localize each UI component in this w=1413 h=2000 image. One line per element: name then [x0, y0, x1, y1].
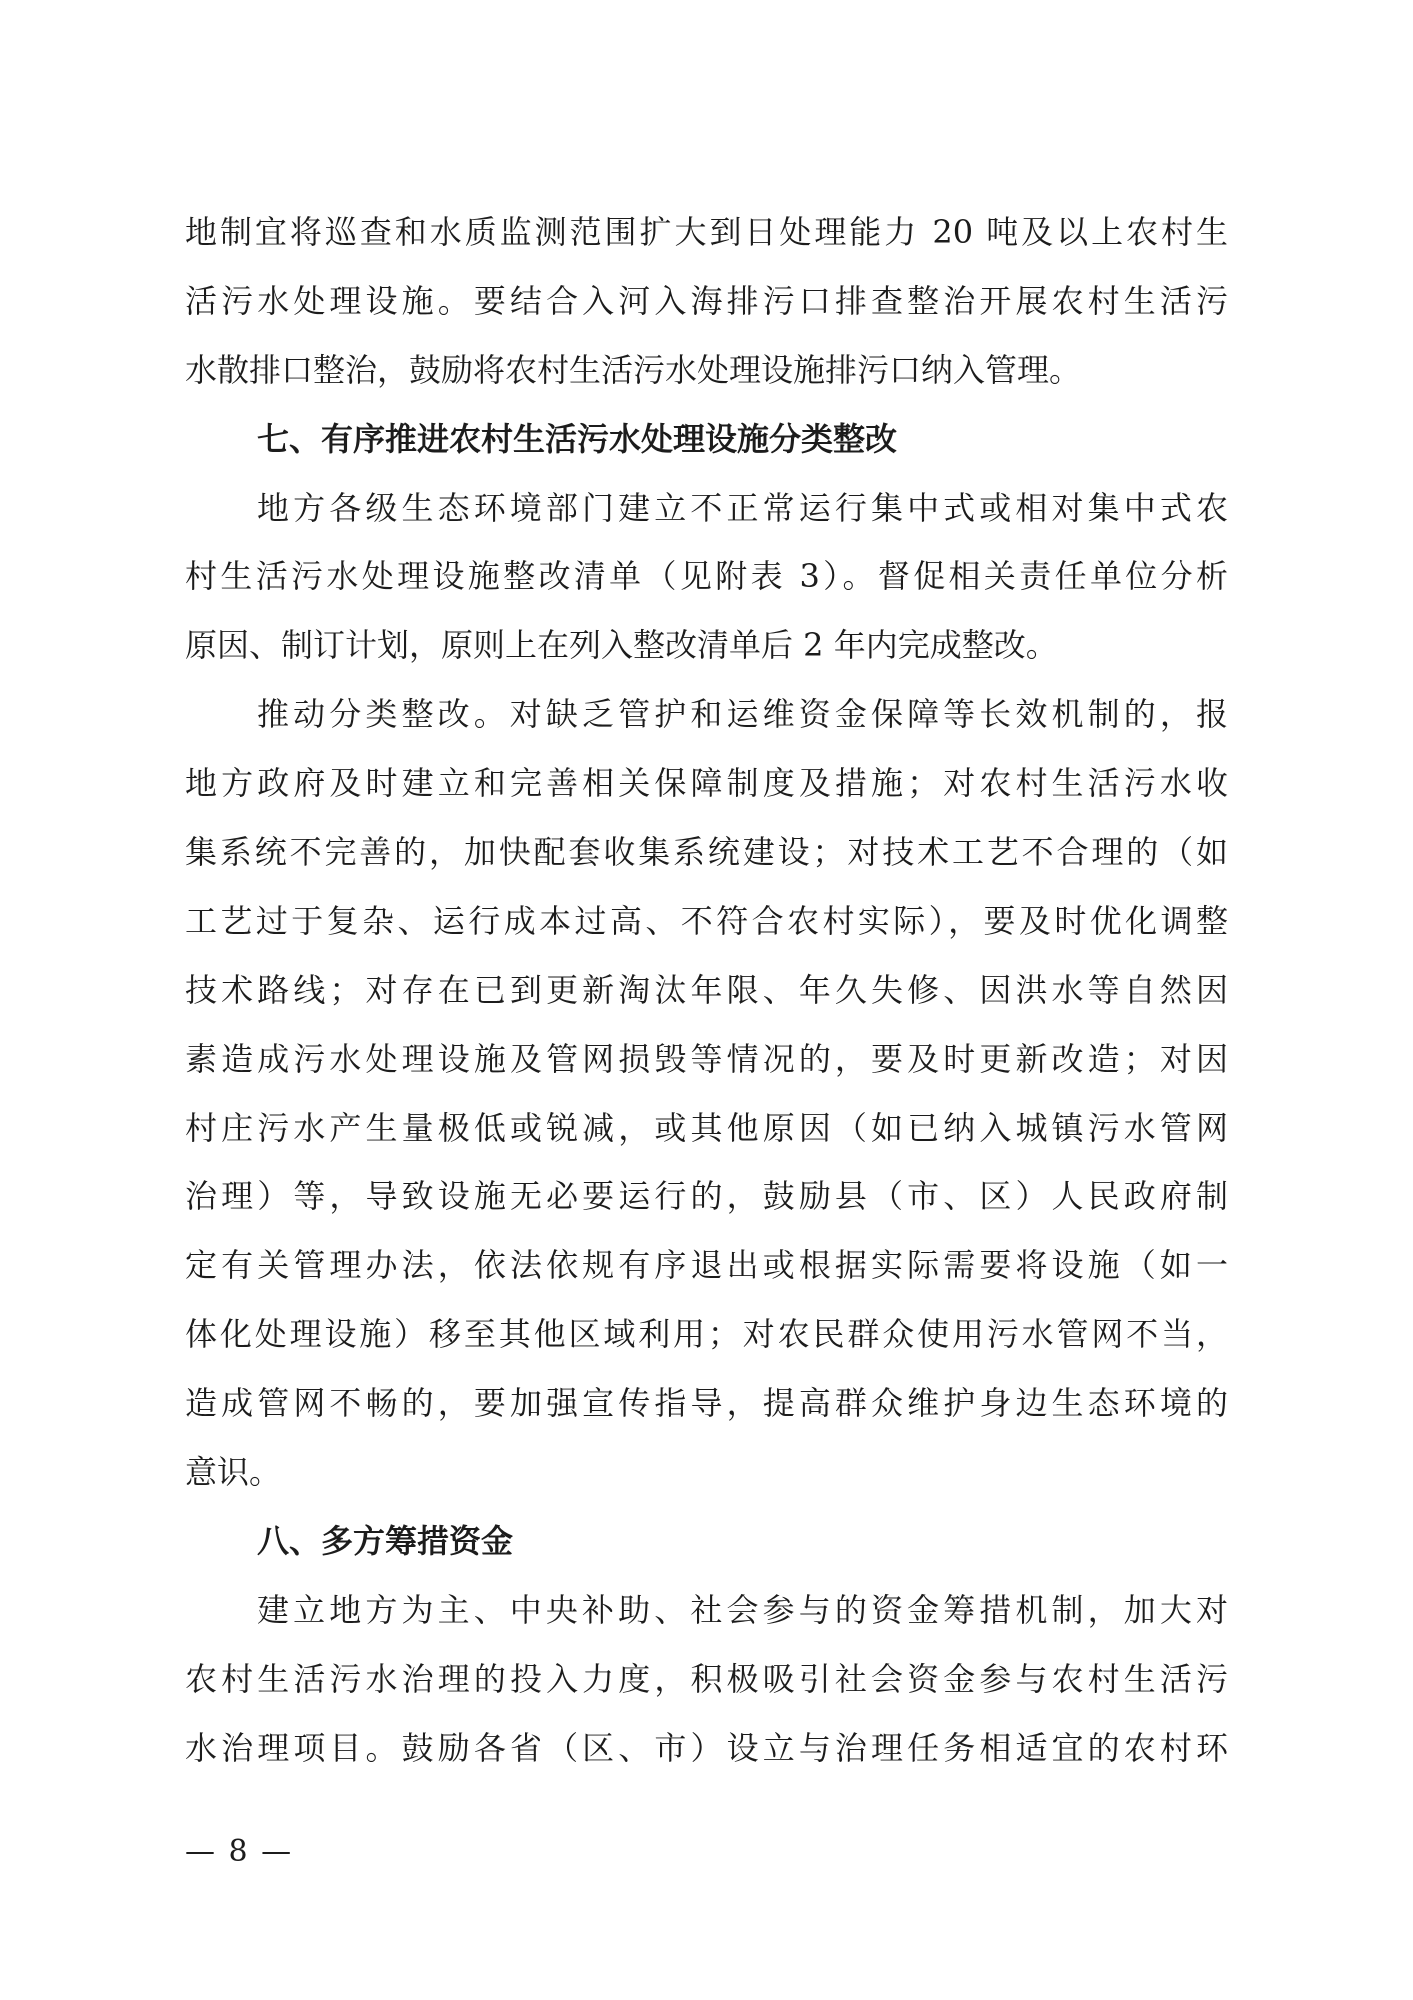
text-line: 推动分类整改。对缺乏管护和运维资金保障等长效机制的，报	[257, 695, 1228, 734]
page-number: — 8 —	[185, 1834, 294, 1869]
text-line: 原因、制订计划，原则上在列入整改清单后 2 年内完成整改。	[185, 626, 1058, 665]
text-line: 水治理项目。鼓励各省（区、市）设立与治理任务相适宜的农村环	[185, 1728, 1228, 1767]
paragraph	[185, 680, 1228, 1507]
text-line: 地制宜将巡查和水质监测范围扩大到日处理能力 20 吨及以上农村生	[185, 213, 1228, 251]
section-heading: 八、多方筹措资金	[257, 1521, 514, 1560]
text-line: 地方各级生态环境部门建立不正常运行集中式或相对集中式农	[257, 488, 1228, 527]
text-line: 意识。	[185, 1453, 282, 1492]
paragraph	[185, 1576, 1228, 1783]
document-body	[185, 198, 1228, 1782]
text-line: 技术路线；对存在已到更新淘汰年限、年久失修、因洪水等自然因	[185, 970, 1228, 1009]
text-line: 地方政府及时建立和完善相关保障制度及措施；对农村生活污水收	[185, 764, 1228, 803]
text-line: 村生活污水处理设施整改清单（见附表 3）。督促相关责任单位分析	[185, 557, 1228, 596]
section	[185, 1507, 1228, 1783]
text-line: 农村生活污水治理的投入力度，积极吸引社会资金参与农村生活污	[185, 1659, 1228, 1698]
text-line: 工艺过于复杂、运行成本过高、不符合农村实际），要及时优化调整	[185, 901, 1228, 940]
section	[185, 405, 1228, 1507]
text-line: 治理）等，导致设施无必要运行的，鼓励县（市、区）人民政府制	[185, 1177, 1228, 1216]
text-line: 村庄污水产生量极低或锐减，或其他原因（如已纳入城镇污水管网	[185, 1108, 1228, 1147]
text-line: 建立地方为主、中央补助、社会参与的资金筹措机制，加大对	[257, 1590, 1228, 1629]
paragraph	[185, 198, 1228, 405]
text-line: 素造成污水处理设施及管网损毁等情况的，要及时更新改造；对因	[185, 1039, 1228, 1078]
text-line: 造成管网不畅的，要加强宣传指导，提高群众维护身边生态环境的	[185, 1384, 1228, 1423]
text-line: 定有关管理办法，依法依规有序退出或根据实际需要将设施（如一	[185, 1246, 1228, 1285]
section-heading: 七、有序推进农村生活污水处理设施分类整改	[257, 419, 898, 458]
text-line: 体化处理设施）移至其他区域利用；对农民群众使用污水管网不当，	[185, 1315, 1228, 1354]
paragraph	[185, 474, 1228, 681]
text-line: 水散排口整治，鼓励将农村生活污水处理设施排污口纳入管理。	[185, 350, 1082, 389]
text-line: 集系统不完善的，加快配套收集系统建设；对技术工艺不合理的（如	[185, 833, 1228, 872]
text-line: 活污水处理设施。要结合入河入海排污口排查整治开展农村生活污	[185, 281, 1228, 320]
